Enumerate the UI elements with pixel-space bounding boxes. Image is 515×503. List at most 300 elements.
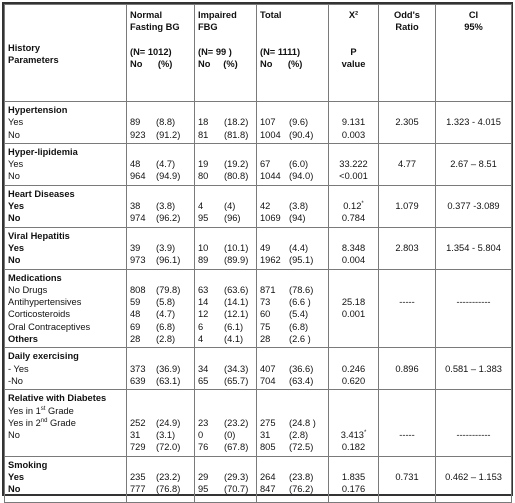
normal-count-cell [127,348,195,390]
percent-value: (36.9) [156,363,181,374]
table-row [5,102,512,144]
count-line [130,375,191,387]
count-value: 275 [260,417,276,428]
count-line [130,363,191,375]
parameter-cell [5,390,127,456]
header-text: 95% [464,22,483,33]
parameter-option: Yes in 2nd Grade [8,417,76,428]
header-text: (N= 1111) [260,46,301,57]
x2-p-cell [329,269,379,348]
count-line [198,363,253,375]
percent-value: (94.0) [289,171,314,182]
total-count-cell [257,227,329,269]
table-row [5,348,512,390]
percent-value: (34.3) [224,363,249,374]
count-line [198,212,253,224]
count-value: 48 [130,309,141,320]
count-value: 1004 [260,129,281,140]
count-line [198,375,253,387]
parameter-option: No [8,430,20,441]
p-value: 0.176 [341,484,366,495]
parameter-title: Hyper-lipidemia [8,146,78,157]
percent-value: (4.7) [156,159,176,170]
count-value: 10 [198,242,209,253]
spacer [332,350,375,362]
spacer [439,146,508,158]
odds-ratio-value: 0.731 [395,472,419,483]
count-line [130,200,191,212]
table-row [5,456,512,502]
total-count-cell [257,102,329,144]
count-value: 42 [260,201,271,212]
header-history-parameters [5,5,127,102]
percent-value: (3.9) [156,242,176,253]
percent-value: (23.8) [289,472,314,483]
odds-ratio-value-cell [379,227,436,269]
header-text: Total [260,10,282,20]
ci-value: 2.67 – 8.51 [450,159,497,170]
percent-value: (91.2) [156,129,181,140]
percent-value: (76.8) [156,484,181,495]
spacer [198,230,253,242]
spacer [332,405,375,417]
percent-value: (89.9) [224,255,249,266]
table-row [5,390,512,456]
spacer [332,284,375,296]
spacer [332,459,375,471]
odds-ratio-value: ----- [399,297,415,308]
spacer [130,459,191,471]
total-count-cell [257,456,329,502]
impaired-count-cell [195,143,257,185]
total-count-cell [257,269,329,348]
ci-value: 0.377 -3.089 [447,201,500,212]
count-line [260,212,325,224]
impaired-count-cell [195,102,257,144]
count-line [198,284,253,296]
header-ci-95 [436,5,512,102]
count-value: 28 [130,334,141,345]
count-value: 973 [130,255,146,266]
parameter-option: Others [8,334,38,345]
parameter-cell [5,269,127,348]
count-value: 81 [198,129,209,140]
parameter-option: Yes [8,117,24,128]
count-value: 48 [130,159,141,170]
percent-value: (67.8) [224,442,249,453]
count-value: 76 [198,442,209,453]
ci-value-cell [436,269,512,348]
count-value: 729 [130,442,146,453]
impaired-count-cell [195,348,257,390]
percent-value: (4.4) [289,242,309,253]
parameter-option: No [8,213,21,224]
odds-ratio-value: 4.77 [397,159,417,170]
percent-value: (96.1) [156,255,181,266]
header-odds-ratio [379,5,436,102]
percent-value: (4.7) [156,309,176,320]
count-line [130,242,191,254]
percent-value: (79.8) [156,284,181,295]
percent-value: (9.6) [289,117,309,128]
percent-value: (29.3) [224,472,249,483]
total-count-cell [257,143,329,185]
count-line [130,158,191,170]
spacer [382,459,432,471]
history-parameters-table [4,4,512,503]
normal-count-cell [127,227,195,269]
impaired-count-cell [195,185,257,227]
percent-value: (78.6) [289,284,314,295]
count-value: 107 [260,117,276,128]
parameter-option: No [8,255,21,266]
ci-value: ----------- [456,430,491,441]
parameter-option: No Drugs [8,284,48,295]
spacer [260,104,325,116]
count-line [198,200,253,212]
spacer [439,405,508,417]
count-value: 235 [130,472,146,483]
spacer [332,104,375,116]
count-line [260,375,325,387]
header-text: Impaired [198,10,237,20]
percent-value: (63.4) [289,375,314,386]
percent-value: (5.8) [156,297,176,308]
count-line [260,242,325,254]
x2-value: 8.348 [341,242,366,253]
count-line [198,321,253,333]
normal-count-cell [127,456,195,502]
count-line [260,200,325,212]
count-line [130,333,191,345]
p-value: 0.784 [341,213,366,224]
count-value: 60 [260,309,271,320]
parameter-title: Hypertension [8,105,68,115]
header-text: No (%) [260,59,303,70]
ci-value: 1.323 - 4.015 [446,117,501,128]
count-line [260,363,325,375]
header-text [198,34,253,46]
percent-value: (2.8) [156,334,176,345]
spacer [439,230,508,242]
percent-value: (6.6 ) [289,297,311,308]
parameter-option: Yes [8,201,25,212]
header-text: CI [468,10,479,20]
count-line [198,429,253,441]
header-normal-fasting-bg [127,5,195,102]
impaired-count-cell [195,390,257,456]
spacer [382,104,432,116]
p-value: 0.620 [341,375,366,386]
count-value: 18 [198,117,209,128]
parameter-option: Yes in 1st Grade [8,405,74,416]
count-value: 264 [260,472,276,483]
count-line [260,308,325,320]
count-value: 808 [130,284,146,295]
spacer [439,272,508,284]
percent-value: (94.9) [156,171,181,182]
percent-value: (2.8) [289,430,309,441]
count-line [260,296,325,308]
spacer [439,459,508,471]
parameter-option: Antihypertensives [8,297,82,308]
ci-value-cell [436,227,512,269]
x2-p-cell [329,227,379,269]
parameter-title: Viral Hepatitis [8,230,70,241]
percent-value: (19.2) [224,159,249,170]
count-line [260,116,325,128]
ci-value-cell [436,185,512,227]
percent-value: (3.8) [289,201,309,212]
header-text: No (%) [198,59,238,70]
count-line [130,170,191,182]
percent-value: (4) [224,201,236,212]
percent-value: (3.8) [156,201,176,212]
count-value: 19 [198,159,209,170]
spacer [439,104,508,116]
table-body [5,102,512,503]
count-line [198,129,253,141]
count-line [260,158,325,170]
spacer [332,230,375,242]
spacer [439,284,508,296]
odds-ratio-value-cell [379,143,436,185]
spacer [260,188,325,200]
header-text: X² [348,10,359,20]
spacer [382,272,432,284]
count-value: 38 [130,201,141,212]
count-value: 704 [260,375,276,386]
count-value: 1962 [260,255,281,266]
table-row [5,227,512,269]
ci-value-cell [436,143,512,185]
x2-value: 25.18 [341,297,366,308]
count-line [130,116,191,128]
count-line [198,116,253,128]
count-line [130,417,191,429]
count-value: 1044 [260,171,281,182]
count-line [260,483,325,495]
header-text: No (%) [130,59,173,70]
count-value: 75 [260,321,271,332]
percent-value: (70.7) [224,484,249,495]
count-line [198,417,253,429]
ci-value: 0.581 – 1.383 [445,363,502,374]
count-value: 14 [198,297,209,308]
p-value: 0.003 [341,129,366,140]
header-row [5,5,512,102]
count-value: 373 [130,363,146,374]
total-count-cell [257,390,329,456]
x2-value: 1.835 [341,472,366,483]
percent-value: (63.6) [224,284,249,295]
percent-value: (10.1) [224,242,249,253]
impaired-count-cell [195,456,257,502]
spacer [439,417,508,429]
normal-count-cell [127,390,195,456]
ci-value-cell [436,102,512,144]
spacer [198,104,253,116]
count-value: 67 [260,159,271,170]
odds-ratio-value-cell [379,456,436,502]
spacer [260,272,325,284]
percent-value: (81.8) [224,129,249,140]
odds-ratio-value-cell [379,185,436,227]
odds-ratio-value: 2.803 [395,242,419,253]
count-line [130,254,191,266]
count-line [260,254,325,266]
count-value: 59 [130,297,141,308]
table-row [5,269,512,348]
spacer [130,272,191,284]
count-value: 69 [130,321,141,332]
parameter-option: No [8,171,20,182]
header-text [332,21,375,33]
percent-value: (23.2) [156,472,181,483]
x2-p-cell [329,456,379,502]
normal-count-cell [127,143,195,185]
percent-value: (6.1) [224,321,244,332]
percent-value: (0) [224,430,236,441]
percent-value: (12.1) [224,309,249,320]
parameter-title: Heart Diseases [8,188,75,199]
percent-value: (72.5) [289,442,314,453]
count-value: 31 [130,430,141,441]
parameter-option: Yes [8,159,24,170]
spacer [130,392,191,404]
x2-p-cell [329,348,379,390]
x2-p-cell [329,102,379,144]
count-line [260,471,325,483]
parameter-title: Medications [8,272,62,283]
count-value: 6 [198,321,204,332]
header-text: (N= 1012) [130,46,172,57]
table-row [5,185,512,227]
count-line [198,483,253,495]
spacer [198,188,253,200]
ci-value-cell [436,390,512,456]
count-value: 95 [198,213,209,224]
x2-p-cell [329,143,379,185]
spacer [260,350,325,362]
spacer [332,417,375,429]
table-row [5,143,512,185]
parameter-cell [5,143,127,185]
count-line [198,441,253,453]
count-line [260,170,325,182]
impaired-count-cell [195,269,257,348]
parameter-cell [5,456,127,502]
ci-value: 1.354 - 5.804 [446,242,501,253]
p-value: <0.001 [339,171,368,182]
percent-value: (63.1) [156,375,181,386]
odds-ratio-value-cell [379,348,436,390]
normal-count-cell [127,185,195,227]
spacer [260,459,325,471]
percent-value: (23.2) [224,417,249,428]
total-count-cell [257,348,329,390]
count-value: 4 [198,334,204,345]
count-line [260,284,325,296]
count-value: 65 [198,375,209,386]
header-text: FBG [198,22,218,33]
spacer [382,284,432,296]
header-text: Ratio [395,22,419,33]
spacer [198,350,253,362]
header-text [260,21,325,33]
count-line [198,308,253,320]
count-line [260,441,325,453]
parameter-option: No [8,484,21,495]
count-line [198,158,253,170]
spacer [130,146,191,158]
parameter-cell [5,185,127,227]
parameter-title: Relative with Diabetes [8,393,107,404]
p-value: 0.001 [341,309,366,320]
ci-value: 0.462 – 1.153 [445,472,502,483]
count-value: 0 [198,430,204,441]
count-value: 252 [130,417,146,428]
ci-value-cell [436,348,512,390]
count-value: 964 [130,171,146,182]
percent-value: (18.2) [224,117,249,128]
count-value: 871 [260,284,276,295]
percent-value: (80.8) [224,171,249,182]
percent-value: (6.8) [156,321,176,332]
spacer [130,230,191,242]
count-line [130,296,191,308]
spacer [260,230,325,242]
header-text [332,34,375,46]
header-text: Fasting BG [130,22,180,33]
count-line [260,429,325,441]
header-text: Parameters [8,55,59,65]
count-value: 80 [198,171,209,182]
spacer [130,188,191,200]
count-value: 49 [260,242,271,253]
x2-p-cell [329,390,379,456]
spacer [332,272,375,284]
header-text: value [341,59,366,70]
spacer [382,146,432,158]
percent-value: (36.6) [289,363,314,374]
percent-value: (96) [224,213,241,224]
percent-value: (95.1) [289,255,314,266]
spacer [382,417,432,429]
count-line [198,170,253,182]
count-value: 4 [198,201,204,212]
parameter-option: - Yes [8,363,29,374]
spacer [332,188,375,200]
parameter-option: No [8,129,20,140]
count-value: 29 [198,472,209,483]
spacer [332,146,375,158]
header-text: Odd's [394,10,420,20]
count-value: 639 [130,375,146,386]
count-value: 777 [130,484,146,495]
percent-value: (76.2) [289,484,314,495]
count-line [260,333,325,345]
count-value: 923 [130,129,146,140]
count-value: 39 [130,242,141,253]
odds-ratio-value: 2.305 [395,117,419,128]
percent-value: (4.1) [224,334,244,345]
x2-value: 33.222 [339,159,368,170]
count-value: 407 [260,363,276,374]
count-value: 73 [260,297,271,308]
count-line [198,254,253,266]
x2-value: 3.413* [340,430,367,441]
